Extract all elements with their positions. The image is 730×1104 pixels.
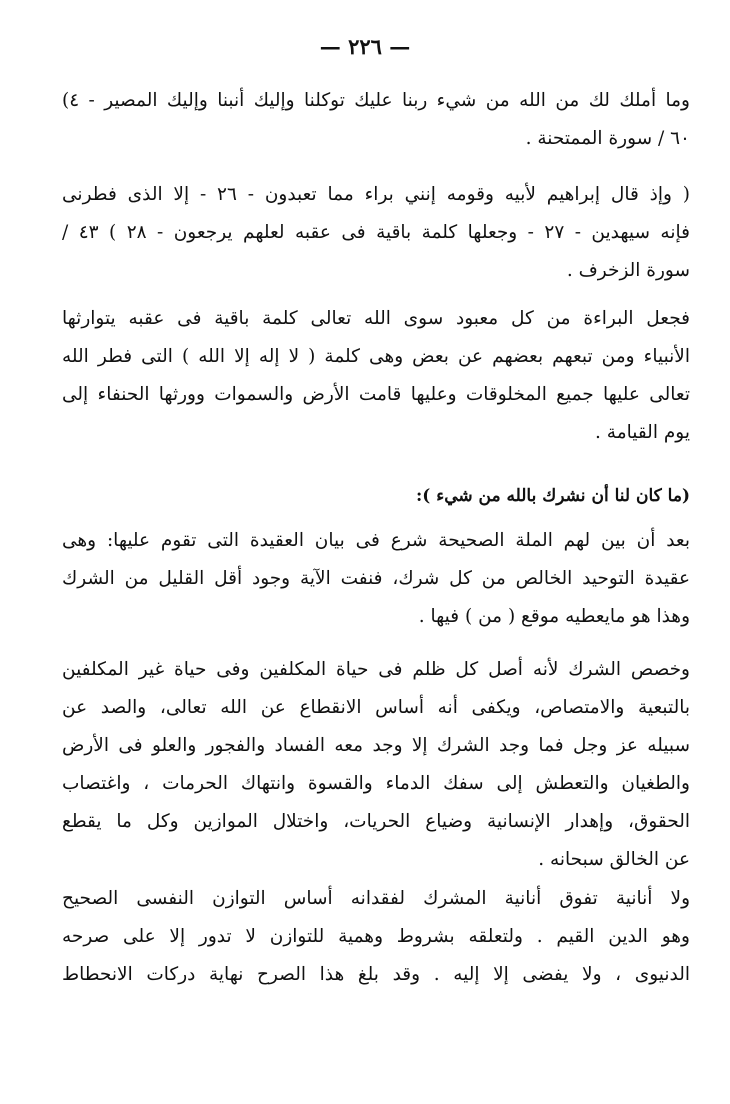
text-line: فإنه سيهدين - ٢٧ - وجعلها كلمة باقية فى عقبه لعلهم يرجعون - ٢٨ ) ٤٣ / — [62, 222, 690, 243]
text-line: سورة الزخرف . — [566, 260, 690, 281]
paragraph-quran-mumtahana — [62, 82, 690, 158]
text-line: الدنيوى ، ولا يفضى إلا إليه . وقد بلغ هذا الصرح نهاية دركات الانحطاط — [62, 964, 690, 985]
page-number: — ٢٢٦ — — [319, 34, 411, 59]
text-line: وهو الدين القيم . ولتعلقه بشروط وهمية للتوازن لا تدور إلا على صرحه — [62, 926, 690, 947]
text-line: عقيدة التوحيد الخالص من كل شرك، فنفت الآية وجود أقل القليل من الشرك — [62, 568, 690, 589]
section-heading: (ما كان لنا أن نشرك بالله من شيء ): — [415, 486, 690, 506]
text-line: ٦٠ / سورة الممتحنة . — [525, 128, 690, 149]
text-line: والطغيان والتعطش إلى سفك الدماء والقسوة وانتهاك الحرمات ، واغتصاب — [62, 773, 690, 794]
text-line: الحقوق، وإهدار الإنسانية وضياع الحريات، واختلال الموازين وكل ما يقطع — [62, 811, 690, 832]
text-line: ( وإذ قال إبراهيم لأبيه وقومه إنني براء مما تعبدون - ٢٦ - إلا الذى فطرنى — [62, 184, 690, 205]
paragraph-tawhid — [62, 522, 690, 636]
text-line: وما أملك لك من الله من شيء ربنا عليك توكلنا وإليك أنبنا وإليك المصير - ٤) — [62, 90, 690, 111]
text-line: تعالى عليها جميع المخلوقات وعليها قامت الأرض والسموات وورثها الحنفاء إلى — [62, 384, 690, 405]
paragraph-baraa — [62, 300, 690, 452]
text-line: عن الخالق سبحانه . — [538, 849, 690, 870]
paragraph-ananiya — [62, 880, 690, 994]
paragraph-quran-zukhruf — [62, 176, 690, 290]
text-line: سبيله عز وجل فما وجد الشرك إلا وجد معه الفساد والفجور والعلو فى الأرض — [62, 735, 690, 756]
paragraph-shirk — [62, 651, 690, 879]
text-line: وهذا هو مايعطيه موقع ( من ) فيها . — [418, 606, 690, 627]
text-line: فجعل البراءة من كل معبود سوى الله تعالى كلمة باقية فى عقبه يتوارثها — [62, 308, 690, 329]
text-line: ولا أنانية تفوق أنانية المشرك لفقدانه أساس التوازن النفسى الصحيح — [62, 888, 690, 909]
text-line: الأنبياء ومن تبعهم بعضهم عن بعض وهى كلمة ( لا إله إلا الله ) التى فطر الله — [62, 346, 690, 367]
text-line: وخصص الشرك لأنه أصل كل ظلم فى حياة المكلفين وفى حياة غير المكلفين — [62, 659, 690, 680]
text-line: بعد أن بين لهم الملة الصحيحة شرع فى بيان العقيدة التى تقوم عليها: وهى — [62, 530, 690, 551]
text-line: يوم القيامة . — [595, 422, 690, 443]
text-line: بالتبعية والامتصاص، ويكفى أنه أساس الانقطاع عن الله تعالى، والصد عن — [62, 697, 690, 718]
